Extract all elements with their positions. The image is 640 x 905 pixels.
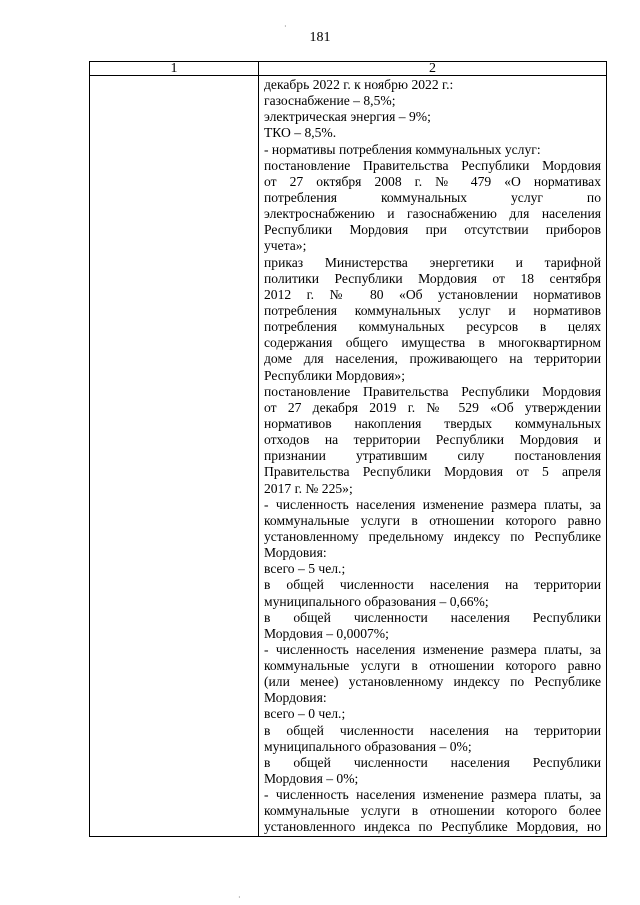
text-line: постановление Правительства Республики Мордовия xyxy=(264,383,601,399)
text-line: установленного индекса по Республике Мордовия, но xyxy=(264,819,601,835)
text-line: коммунальные услуги в отношении которого равно xyxy=(264,512,601,528)
cell-text xyxy=(264,77,601,836)
text-line: в общей численности населения на территории xyxy=(264,577,601,593)
scan-artifact-mark: · xyxy=(238,893,241,902)
text-line: отходов на территории Республики Мордовия и xyxy=(264,432,601,448)
column-1-header: 1 xyxy=(90,62,259,76)
text-line: потребления коммунальных услуг по xyxy=(264,189,601,205)
text-line: в общей численности населения Республики xyxy=(264,609,601,625)
text-line: всего – 0 чел.; xyxy=(264,706,346,722)
page-number: 181 xyxy=(309,30,331,45)
text-line: Мордовия – 0,0007%; xyxy=(264,625,389,641)
text-line: нормативов накопления твердых коммунальных xyxy=(264,415,601,431)
text-line: - численность населения изменение размера платы, за xyxy=(264,641,601,657)
text-line: Республики Мордовия»; xyxy=(264,367,405,383)
text-line: в общей численности населения на территории xyxy=(264,722,601,738)
text-line: учета»; xyxy=(264,238,307,254)
text-line: Мордовия: xyxy=(264,690,327,706)
text-line: доме для населения, проживающего на территории xyxy=(264,351,601,367)
text-line: коммунальные услуги в отношении которого более xyxy=(264,803,601,819)
text-line: Мордовия – 0%; xyxy=(264,771,359,787)
text-line: политики Республики Мордовия от 18 сентября xyxy=(264,270,601,286)
text-line: Республики Мордовия при отсутствии приборов xyxy=(264,222,601,238)
text-line: муниципального образования – 0,66%; xyxy=(264,593,489,609)
text-line: всего – 5 чел.; xyxy=(264,561,346,577)
text-line: - нормативы потребления коммунальных услуг: xyxy=(264,141,541,157)
text-line: Правительства Республики Мордовия от 5 апреля xyxy=(264,464,601,480)
text-line: - численность населения изменение размера платы, за xyxy=(264,787,601,803)
text-line: приказ Министерства энергетики и тарифной xyxy=(264,254,601,270)
text-line: (или менее) установленному индексу по Республике xyxy=(264,674,601,690)
table-body-row xyxy=(90,76,607,837)
text-line: электрическая энергия – 9%; xyxy=(264,109,431,125)
text-line: газоснабжение – 8,5%; xyxy=(264,93,396,109)
text-line: 2012 г. № 80 «Об установлении нормативов xyxy=(264,286,601,302)
text-line: потребления коммунальных ресурсов в целях xyxy=(264,319,601,335)
text-line: потребления коммунальных услуг и нормативов xyxy=(264,302,601,318)
text-line: ТКО – 8,5%. xyxy=(264,125,337,141)
text-line: установленному предельному индексу по Республике xyxy=(264,528,601,544)
text-line: содержания общего имущества в многоквартирном xyxy=(264,335,601,351)
column-1-cell xyxy=(90,76,259,837)
document-table xyxy=(89,61,607,837)
text-line: в общей численности населения Республики xyxy=(264,754,601,770)
text-line: декабрь 2022 г. к ноябрю 2022 г.: xyxy=(264,77,454,92)
text-line: от 27 декабря 2019 г. № 529 «Об утверждении xyxy=(264,399,601,415)
table-header-row xyxy=(90,62,607,76)
column-2-cell xyxy=(259,76,607,837)
text-line: Мордовия: xyxy=(264,545,327,561)
text-line: постановление Правительства Республики Мордовия xyxy=(264,157,601,173)
text-line: 2017 г. № 225»; xyxy=(264,480,353,496)
text-line: муниципального образования – 0%; xyxy=(264,738,472,754)
scan-artifact-mark: · xyxy=(284,22,287,31)
text-line: коммунальные услуги в отношении которого равно xyxy=(264,658,601,674)
column-2-header: 2 xyxy=(259,62,607,76)
text-line: - численность населения изменение размера платы, за xyxy=(264,496,601,512)
text-line: от 27 октября 2008 г. № 479 «О нормативах xyxy=(264,173,601,189)
text-line: электроснабжению и газоснабжению для населения xyxy=(264,206,601,222)
text-line: признании утратившим силу постановления xyxy=(264,448,601,464)
